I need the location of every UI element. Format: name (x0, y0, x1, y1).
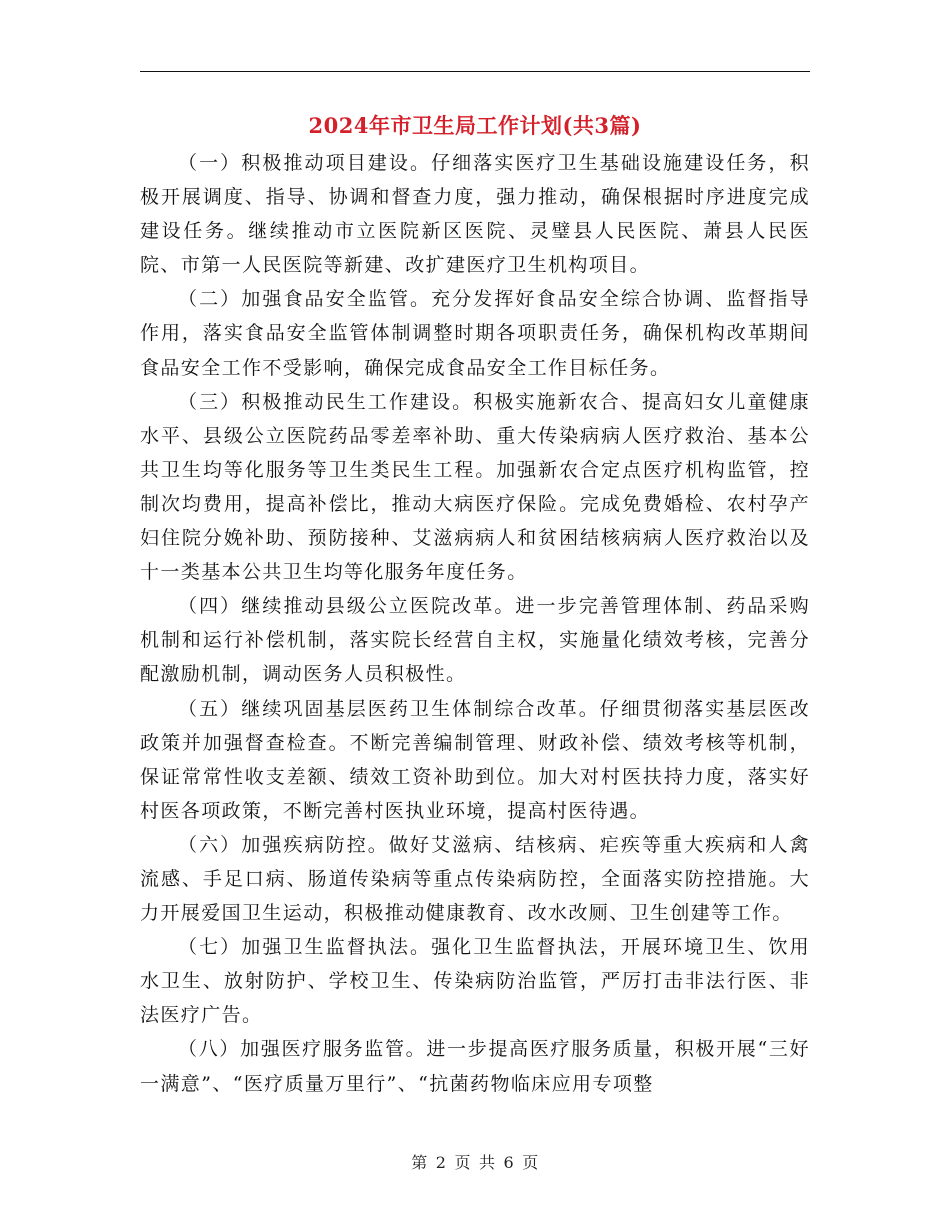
footer-total-label: 共 (479, 1153, 496, 1172)
header-rule (140, 71, 810, 72)
paragraph-6: （六）加强疾病防控。做好艾滋病、结核病、疟疾等重大疾病和人禽流感、手足口病、肠道传染病等重点传染病防控，全面落实防控措施。大力开展爱国卫生运动，积极推动健康教育、改水改厕、卫生创建等工作。 (140, 833, 810, 925)
page-footer (140, 1151, 810, 1175)
paragraph-8: （八）加强医疗服务监管。进一步提高医疗服务质量，积极开展“三好一满意”、“医疗质量万里行”、“抗菌药物临床应用专项整 (140, 1038, 810, 1095)
footer-total-pages: 6 (503, 1153, 515, 1172)
paragraph-1: （一）积极推动项目建设。仔细落实医疗卫生基础设施建设任务，积极开展调度、指导、协调和督查力度，强力推动，确保根据时序进度完成建设任务。继续推动市立医院新区医院、灵璧县人民医院、萧县人民医院、市第一人民医院等新建、改扩建医疗卫生机构项目。 (140, 152, 810, 277)
paragraph-2: （二）加强食品安全监管。充分发挥好食品安全综合协调、监督指导作用，落实食品安全监管体制调整时期各项职责任务，确保机构改革期间食品安全工作不受影响，确保完成食品安全工作目标任务。 (140, 288, 810, 379)
footer-page-label: 页 (454, 1153, 471, 1172)
document-title: 2024年市卫生局工作计划(共3篇) (308, 113, 642, 138)
footer-current-page: 2 (435, 1153, 447, 1172)
footer-prefix: 第 (411, 1153, 428, 1172)
paragraph-3: （三）积极推动民生工作建设。积极实施新农合、提高妇女儿童健康水平、县级公立医院药品零差率补助、重大传染病病人医疗救治、基本公共卫生均等化服务等卫生类民生工程。加强新农合定点医疗机构监管，控制次均费用，提高补偿比，推动大病医疗保险。完成免费婚检、农村孕产妇住院分娩补助、预防接种、艾滋病病人和贫困结核病病人医疗救治以及十一类基本公共卫生均等化服务年度任务。 (140, 390, 810, 584)
paragraph-4: （四）继续推动县级公立医院改革。进一步完善管理体制、药品采购机制和运行补偿机制，落实院长经营自主权，实施量化绩效考核，完善分配激励机制，调动医务人员积极性。 (140, 595, 810, 686)
paragraph-5: （五）继续巩固基层医药卫生体制综合改革。仔细贯彻落实基层医改政策并加强督查检查。不断完善编制管理、财政补偿、绩效考核等机制，保证常常性收支差额、绩效工资补助到位。加大对村医扶持力度，落实好村医各项政策，不断完善村医执业环境，提高村医待遇。 (140, 697, 810, 822)
footer-suffix: 页 (522, 1153, 539, 1172)
document-body (140, 146, 810, 1101)
paragraph-7: （七）加强卫生监督执法。强化卫生监督执法，开展环境卫生、饮用水卫生、放射防护、学校卫生、传染病防治监管，严厉打击非法行医、非法医疗广告。 (140, 936, 810, 1027)
